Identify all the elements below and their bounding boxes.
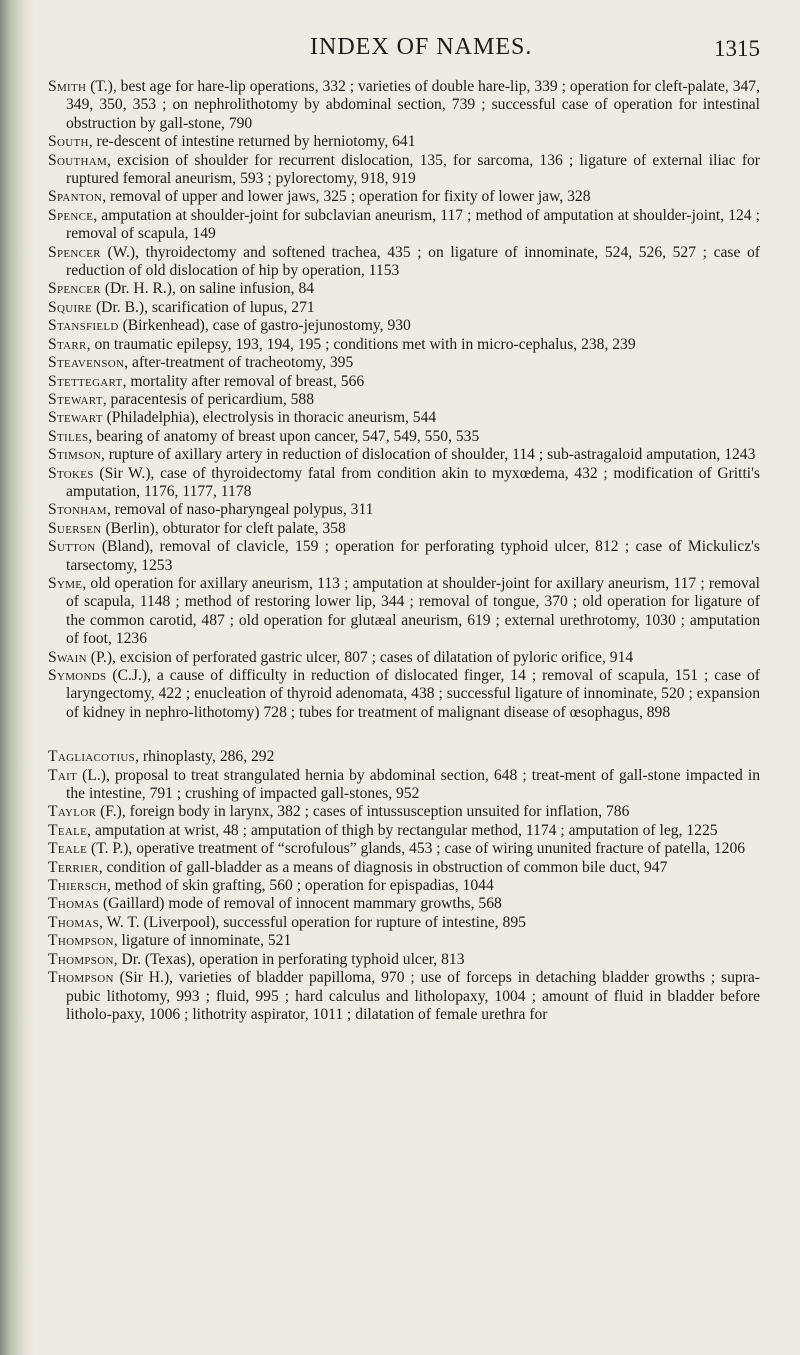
entry-name: Spencer	[48, 243, 101, 261]
entry-text: , mortality after removal of breast, 566	[122, 372, 365, 390]
entry-name: Taylor	[48, 803, 97, 821]
index-entry	[48, 78, 760, 133]
page-header	[0, 34, 800, 74]
section-gap	[48, 722, 760, 748]
index-entry	[48, 914, 760, 932]
index-entry	[48, 520, 760, 538]
entry-text: (Dr. H. R.), on saline infusion, 84	[100, 280, 315, 298]
entry-text: (F.), foreign body in larynx, 382 ; cases of intussusception unsuited for inflation, 786	[96, 803, 630, 821]
entry-text: , on traumatic epilepsy, 193, 194, 195 ; conditions met with in micro-cephalus, 238, 239	[86, 335, 636, 353]
entry-text: (Bland), removal of clavicle, 159 ; operation for perforating typhoid ulcer, 812 ; case of Mickulicz's tarsectomy, 1253	[66, 538, 760, 574]
entry-text: , paracentesis of pericardium, 588	[102, 390, 315, 408]
entry-text: , Dr. (Texas), operation in perforating typhoid ulcer, 813	[113, 950, 465, 968]
entry-name: Symonds	[48, 667, 107, 684]
entry-text: , removal of upper and lower jaws, 325 ; operation for fixity of lower jaw, 328	[102, 188, 591, 206]
index-entry	[48, 409, 760, 427]
entry-name: Stewart	[48, 390, 103, 408]
entry-text: , bearing of anatomy of breast upon cancer, 547, 549, 550, 535	[88, 427, 480, 445]
index-entry	[48, 767, 760, 804]
entry-name: Thompson	[48, 969, 114, 987]
entry-name: Teale	[48, 840, 88, 858]
entry-name: Tait	[48, 766, 78, 784]
entry-text: , re-descent of intestine returned by herniotomy, 641	[88, 133, 416, 151]
index-entry	[48, 244, 760, 281]
entry-name: Syme	[48, 574, 83, 592]
entry-name: Thomas	[48, 913, 100, 931]
entry-text: (Philadelphia), electrolysis in thoracic aneurism, 544	[102, 409, 437, 427]
index-entry	[48, 895, 760, 913]
entry-text: (Dr. B.), scarification of lupus, 271	[92, 298, 315, 316]
index-entry	[48, 951, 760, 969]
entry-name: Stiles	[48, 427, 89, 445]
entry-name: Thompson	[48, 950, 114, 968]
index-entry	[48, 373, 760, 391]
entry-text: (P.), excision of perforated gastric ulcer, 807 ; cases of dilatation of pyloric orifice, 914	[86, 648, 634, 666]
entry-name: Stettegart	[48, 372, 123, 390]
entry-name: Steavenson	[48, 354, 125, 372]
index-entry	[48, 299, 760, 317]
entry-text: , removal of naso-pharyngeal polypus, 311	[106, 501, 374, 519]
entry-name: Starr	[48, 335, 87, 353]
entry-name: Thompson	[48, 932, 114, 950]
entry-text: (W.), thyroidectomy and softened trachea, 435 ; on ligature of innominate, 524, 526, 527 ; case of reduction of old dislocation of hip by operation, 1153	[66, 243, 760, 280]
index-entry	[48, 465, 760, 502]
entry-text: (Berlin), obturator for cleft palate, 358	[101, 519, 346, 537]
index-entry	[48, 280, 760, 298]
index-entry	[48, 803, 760, 821]
index-entry	[48, 188, 760, 206]
entry-text: (Gaillard) mode of removal of innocent mammary growths, 568	[99, 895, 502, 913]
index-entry	[48, 538, 760, 575]
entry-name: Smith	[48, 78, 87, 95]
entry-text: , after-treatment of tracheotomy, 395	[124, 354, 354, 372]
index-entry	[48, 575, 760, 649]
page-number: 1315	[714, 36, 760, 61]
entry-name: Squire	[48, 298, 93, 316]
entry-name: Spanton	[48, 188, 103, 206]
entry-text: (Birkenhead), case of gastro-jejunostomy, 930	[118, 317, 411, 335]
entry-text: (T.), best age for hare-lip operations, 332 ; varieties of double hare-lip, 339 ; operation for cleft-palate, 347, 349, 350, 353 ; on nephrolithotomy by abdominal section, 739 ; successful case of operation for intestinal obstruction by gall-stone, 790	[66, 78, 760, 132]
entry-text: , amputation at wrist, 48 ; amputation of thigh by rectangular method, 1174 ; amputation of leg, 1225	[87, 821, 718, 839]
index-entry	[48, 877, 760, 895]
entry-name: Spencer	[48, 280, 101, 298]
entry-text: , W. T. (Liverpool), successful operation for rupture of intestine, 895	[99, 913, 526, 931]
entry-name: Stewart	[48, 409, 103, 427]
index-entry	[48, 649, 760, 667]
entry-text: (C.J.), a cause of difficulty in reduction of dislocated finger, 14 ; removal of scapula, 151 ; case of laryngectomy, 422 ; enucleation of thyroid adenomata, 438 ; successful ligature of innominate, 520 ; expansion of kidney in nephro-lithotomy) 728 ; tubes for treatment of malignant disease of œsophagus, 898	[66, 667, 760, 721]
entry-name: Stansfield	[48, 317, 119, 335]
entry-text: (Sir H.), varieties of bladder papilloma, 970 ; use of forceps in detaching bladder growths ; supra-pubic lithotomy, 993 ; fluid, 995 ; hard calculus and litholopaxy, 1004 ; amount of fluid in bladder before litholo-paxy, 1006 ; lithotrity aspirator, 1011 ; dilatation of female urethra for	[66, 969, 760, 1023]
running-title: INDEX OF NAMES.	[310, 34, 533, 60]
index-entry	[48, 446, 760, 464]
index-entry	[48, 748, 760, 766]
entry-text: (T. P.), operative treatment of “scrofulous” glands, 453 ; case of wiring ununited fracture of patella, 1206	[87, 840, 746, 858]
index-entry	[48, 391, 760, 409]
entry-name: Tagliacotius	[48, 748, 136, 766]
entry-name: Thomas	[48, 895, 100, 913]
entry-name: Southam	[48, 151, 108, 169]
entry-text: , method of skin grafting, 560 ; operation for epispadias, 1044	[107, 877, 494, 895]
entry-text: , old operation for axillary aneurism, 113 ; amputation at shoulder-joint for axillary aneurism, 117 ; removal of scapula, 1148 ; method of restoring lower lip, 344 ; removal of tongue, 370 ; old operation for ligature of the common carotid, 487 ; old operation for glutæal aneurism, 619 ; external urethrotomy, 1030 ; amputation of foot, 1236	[66, 574, 760, 648]
entry-text: , rupture of axillary artery in reduction of dislocation of shoulder, 114 ; sub-astragaloid amputation, 1243	[100, 446, 756, 464]
entry-name: Sutton	[48, 538, 96, 556]
index-entry	[48, 354, 760, 372]
entry-name: Swain	[48, 648, 87, 666]
entry-name: Stonham	[48, 501, 107, 519]
book-binding-edge	[0, 0, 34, 1355]
entry-name: Spence	[48, 206, 94, 224]
entry-name: Teale	[48, 821, 88, 839]
index-entry	[48, 336, 760, 354]
index-entry	[48, 969, 760, 1024]
index-entry	[48, 667, 760, 722]
entry-name: Thiersch	[48, 877, 107, 895]
entry-name: South	[48, 133, 89, 151]
index-entry	[48, 932, 760, 950]
index-entry	[48, 840, 760, 858]
index-entries	[48, 78, 760, 1024]
entry-text: , rhinoplasty, 286, 292	[135, 748, 275, 766]
entry-name: Stimson	[48, 446, 101, 464]
index-entry	[48, 133, 760, 151]
entry-text: (L.), proposal to treat strangulated hernia by abdominal section, 648 ; treat-ment of gall-stone impacted in the intestine, 791 ; crushing of impacted gall-stones, 952	[66, 766, 760, 803]
index-entry	[48, 317, 760, 335]
index-entry	[48, 152, 760, 189]
entry-name: Suersen	[48, 519, 102, 537]
entry-name: Stokes	[48, 464, 94, 482]
entry-text: (Sir W.), case of thyroidectomy fatal from condition akin to myxœdema, 432 ; modification of Gritti's amputation, 1176, 1177, 1178	[66, 464, 760, 500]
entry-text: , excision of shoulder for recurrent dislocation, 135, for sarcoma, 136 ; ligature of external iliac for ruptured femoral aneurism, 593 ; pylorectomy, 918, 919	[66, 151, 760, 188]
index-entry	[48, 428, 760, 446]
entry-name: Terrier	[48, 858, 99, 876]
index-entry	[48, 859, 760, 877]
index-entry	[48, 822, 760, 840]
index-entry	[48, 207, 760, 244]
entry-text: , condition of gall-bladder as a means of diagnosis in obstruction of common bile duct, 947	[98, 858, 668, 876]
entry-text: , ligature of innominate, 521	[113, 932, 292, 950]
index-entry	[48, 501, 760, 519]
entry-text: , amputation at shoulder-joint for subclavian aneurism, 117 ; method of amputation at shoulder-joint, 124 ; removal of scapula, 149	[66, 206, 760, 243]
